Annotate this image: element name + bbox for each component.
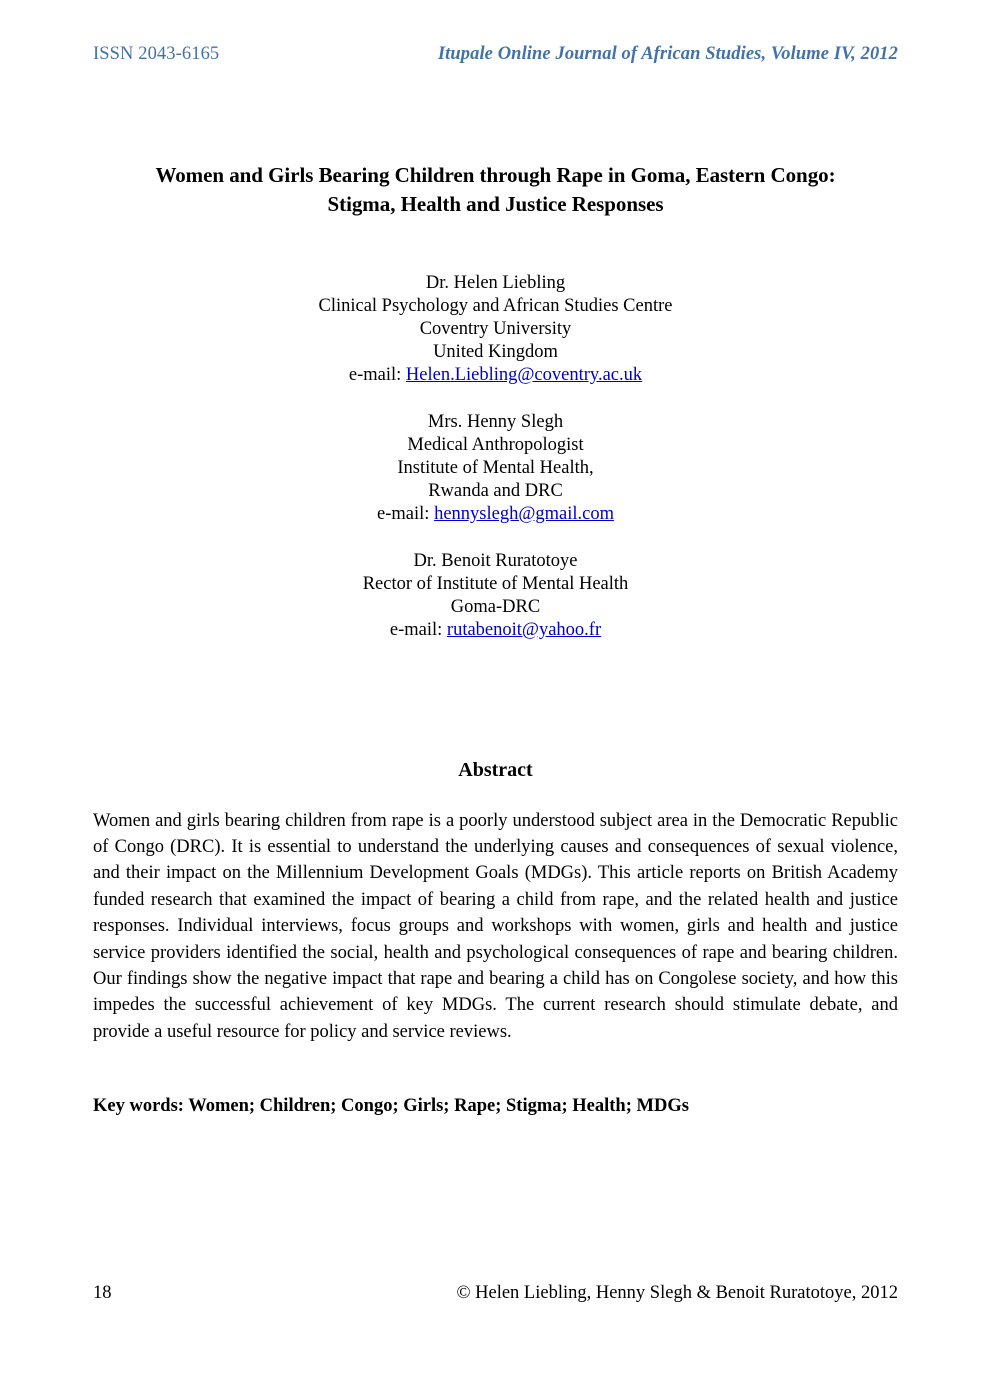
article-title-line-1: Women and Girls Bearing Children through Rape in Goma, Eastern Congo:: [155, 163, 836, 188]
author-block-1: [93, 272, 898, 387]
author-affiliation: Institute of Mental Health,: [397, 458, 594, 478]
author-email-line: [93, 364, 898, 387]
email-label: e-mail:: [348, 365, 406, 385]
page-number: 18: [93, 1283, 112, 1303]
abstract-body: Women and girls bearing children from rape is a poorly understood subject area in the Democratic Republic of Congo (DRC). It is essential to understand the underlying causes and consequences of sexual violence, and their impact on the Millennium Development Goals (MDGs). This article reports on British Academy funded research that examined the impact of bearing a child from rape, and the related health and justice responses. Individual interviews, focus groups and workshops with women, girls and health and justice service providers identified the social, health and psychological consequences of rape and bearing children. Our findings show the negative impact that rape and bearing a child has on Congolese society, and how this impedes the successful achievement of key MDGs. The current research should stimulate debate, and provide a useful resource for policy and service reviews.: [93, 810, 898, 1042]
article-title: [93, 161, 898, 219]
email-label: e-mail:: [377, 504, 435, 524]
abstract-heading: Abstract: [458, 758, 533, 781]
author-email-link[interactable]: hennyslegh@gmail.com: [434, 504, 614, 524]
author-email-link[interactable]: Helen.Liebling@coventry.ac.uk: [405, 365, 643, 385]
author-affiliation: Goma-DRC: [450, 597, 541, 617]
author-block-2: [93, 411, 898, 526]
journal-title-text: Itupale Online Journal of African Studies, Volume IV, 2012: [437, 44, 898, 64]
author-email-link[interactable]: rutabenoit@yahoo.fr: [446, 620, 602, 640]
keywords-line: Key words: Women; Children; Congo; Girls; Rape; Stigma; Health; MDGs: [93, 1095, 689, 1116]
author-affiliation: Coventry University: [419, 319, 572, 339]
author-name: Dr. Helen Liebling: [425, 273, 566, 293]
issn-text: ISSN 2043-6165: [93, 44, 220, 64]
author-affiliation: Clinical Psychology and African Studies Centre: [318, 296, 673, 316]
author-name: Dr. Benoit Ruratotoye: [413, 551, 578, 571]
email-label: e-mail:: [389, 620, 447, 640]
author-affiliation: Rector of Institute of Mental Health: [362, 574, 629, 594]
author-affiliation: Medical Anthropologist: [407, 435, 584, 455]
author-name: Mrs. Henny Slegh: [427, 412, 564, 432]
author-email-line: [93, 503, 898, 526]
author-affiliation: United Kingdom: [433, 342, 558, 362]
author-list: [93, 272, 898, 642]
author-affiliation: Rwanda and DRC: [428, 481, 563, 501]
author-block-3: [93, 550, 898, 642]
author-email-line: [93, 619, 898, 642]
running-head: [93, 44, 898, 70]
article-title-line-2: Stigma, Health and Justice Responses: [327, 192, 664, 217]
page-footer: [93, 1283, 898, 1309]
copyright-notice: © Helen Liebling, Henny Slegh & Benoit Ruratotoye, 2012: [456, 1283, 898, 1303]
